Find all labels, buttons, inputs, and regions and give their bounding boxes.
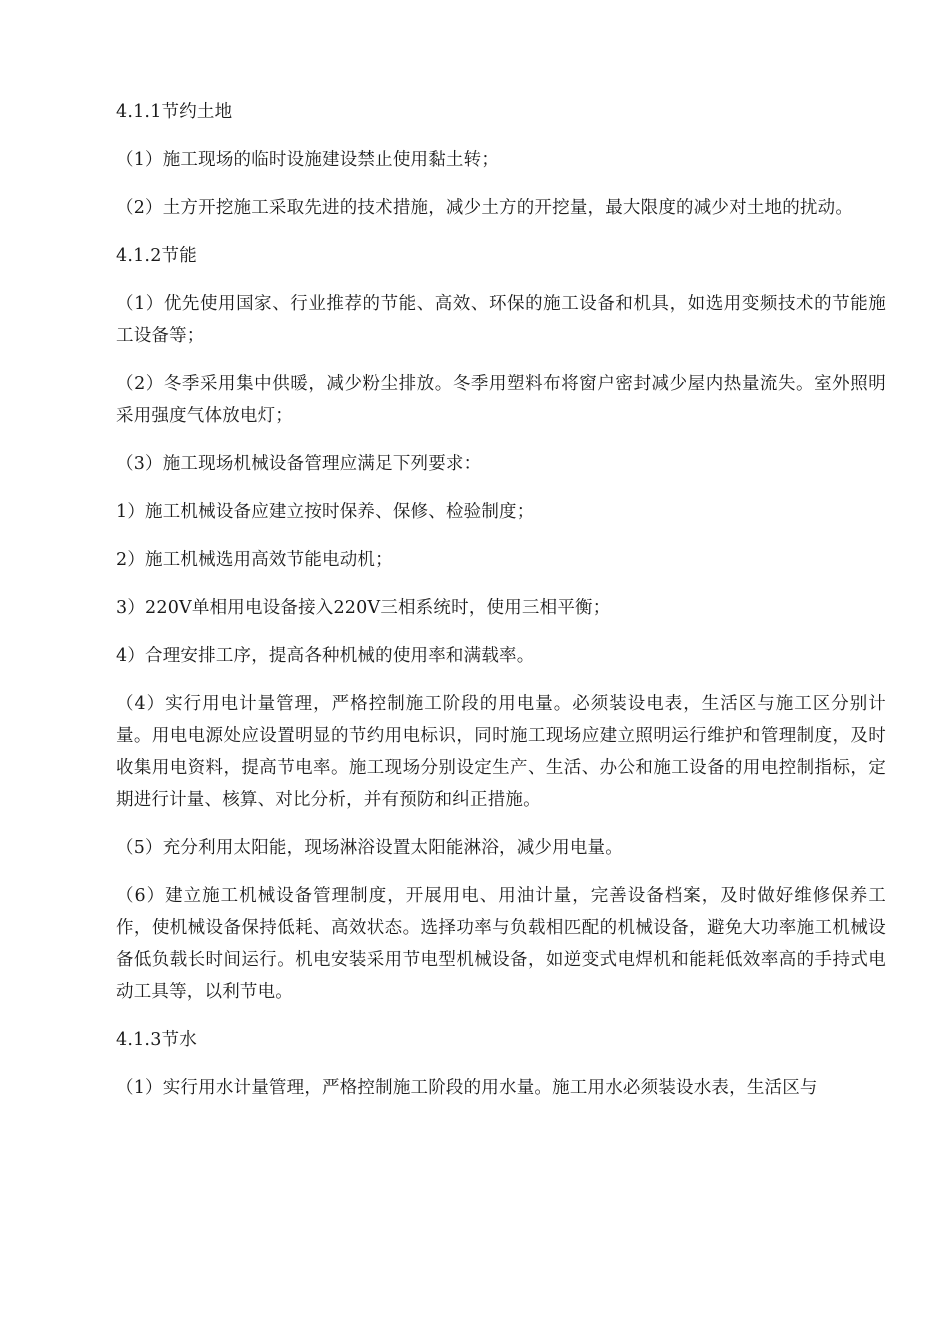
- paragraph-energy-6: （6）建立施工机械设备管理制度，开展用电、用油计量，完善设备档案，及时做好维修保养工作，使机械设备保持低耗、高效状态。选择功率与负载相匹配的机械设备，避免大功率施工机械设备低负载长时间运行。机电安装采用节电型机械设备，如逆变式电焊机和能耗低效率高的手持式电动工具等，以利节电。: [116, 886, 886, 1002]
- document-page: [116, 96, 886, 1120]
- section-heading-4-1-1: 4.1.1节约土地: [116, 102, 233, 122]
- list-item-energy-3-3: 3）220V单相用电设备接入220V三相系统时，使用三相平衡；: [116, 598, 611, 618]
- paragraph-energy-2: （2）冬季采用集中供暖，减少粉尘排放。冬季用塑料布将窗户密封减少屋内热量流失。室外照明采用强度气体放电灯；: [116, 374, 886, 426]
- paragraph-energy-4: （4）实行用电计量管理，严格控制施工阶段的用电量。必须装设电表，生活区与施工区分别计量。用电电源处应设置明显的节约用电标识，同时施工现场应建立照明运行维护和管理制度，及时收集用电资料，提高节电率。施工现场分别设定生产、生活、办公和施工设备的用电控制指标，定期进行计量、核算、对比分析，并有预防和纠正措施。: [116, 694, 886, 810]
- list-item-energy-3-4: 4）合理安排工序，提高各种机械的使用率和满载率。: [116, 646, 535, 666]
- section-heading-4-1-2: 4.1.2节能: [116, 246, 197, 266]
- section-heading-4-1-3: 4.1.3节水: [116, 1030, 197, 1050]
- paragraph-water-1: （1）实行用水计量管理，严格控制施工阶段的用水量。施工用水必须装设水表，生活区与: [116, 1078, 818, 1098]
- paragraph-energy-5: （5）充分利用太阳能，现场淋浴设置太阳能淋浴，减少用电量。: [116, 838, 623, 858]
- list-item-energy-3-1: 1）施工机械设备应建立按时保养、保修、检验制度；: [116, 502, 535, 522]
- paragraph-land-2: （2）土方开挖施工采取先进的技术措施，减少土方的开挖量，最大限度的减少对土地的扰动。: [116, 198, 854, 218]
- paragraph-energy-1: （1）优先使用国家、行业推荐的节能、高效、环保的施工设备和机具，如选用变频技术的节能施工设备等；: [116, 294, 886, 346]
- list-item-energy-3-2: 2）施工机械选用高效节能电动机；: [116, 550, 393, 570]
- paragraph-energy-3: （3）施工现场机械设备管理应满足下列要求：: [116, 454, 482, 474]
- paragraph-land-1: （1）施工现场的临时设施建设禁止使用黏土转；: [116, 150, 500, 170]
